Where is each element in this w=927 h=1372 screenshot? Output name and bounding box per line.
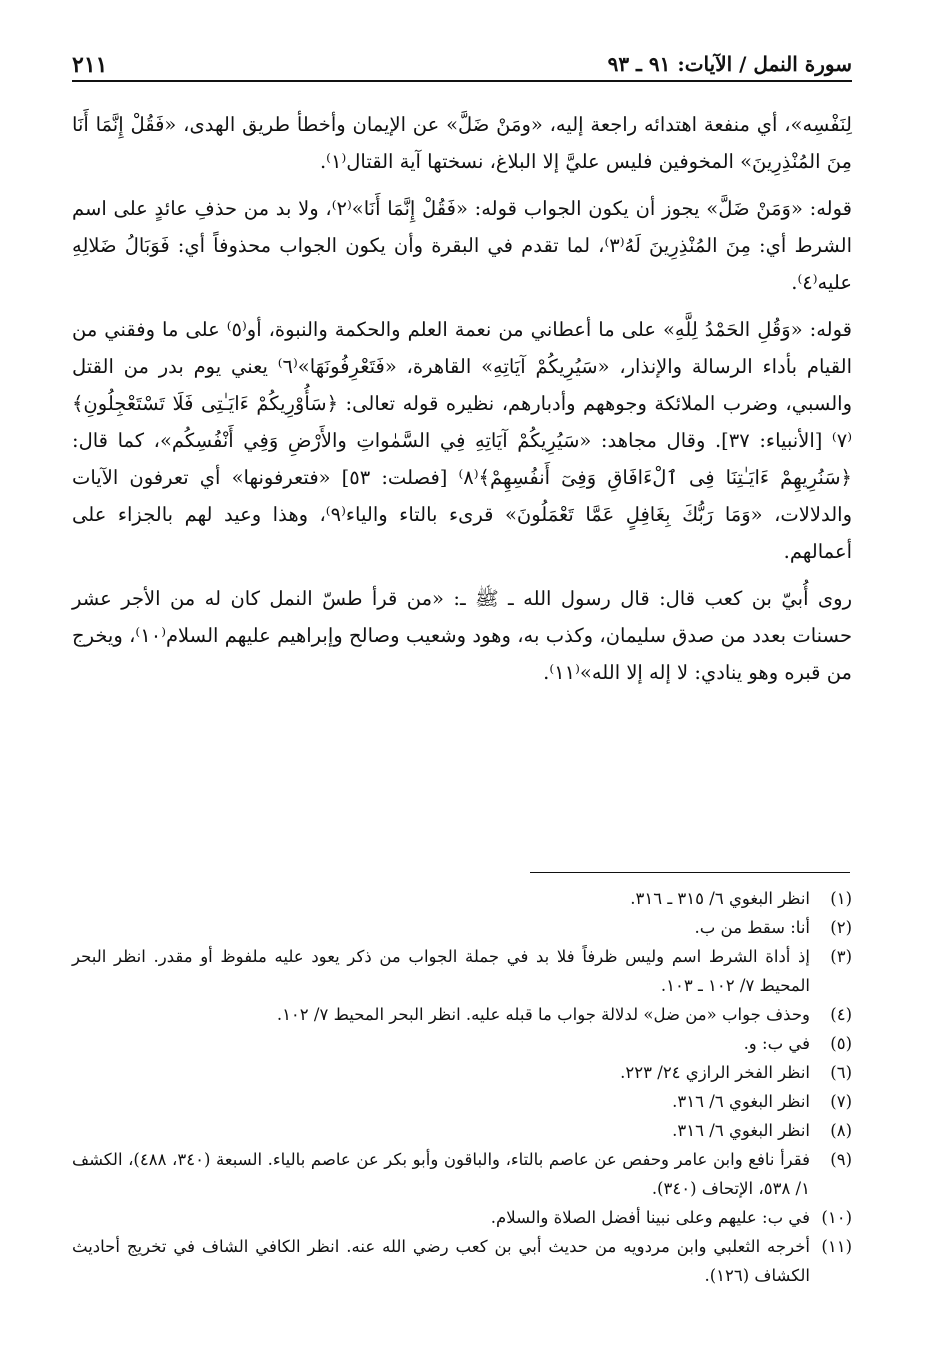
footnote: [72, 1058, 852, 1087]
footnote: [72, 1145, 852, 1203]
footnote: [72, 1116, 852, 1145]
footnote: [72, 913, 852, 942]
footnote-number: (٢): [830, 918, 852, 937]
footnote-text: انظر البغوي ٦/ ٣١٦.: [672, 1121, 810, 1140]
footnote-text: إذ أداة الشرط اسم وليس ظرفاً فلا بد في جملة الجواب من ذكر يعود عليه ملفوظ أو مقدر. انظر البحر المحيط ٧/ ١٠٢ ـ ١٠٣.: [72, 947, 810, 995]
footnote-number: (٥): [830, 1034, 852, 1053]
footnote-number: (١٠): [821, 1208, 852, 1227]
footnote-text: أنا: سقط من ب.: [694, 918, 810, 937]
footnote: [72, 1203, 852, 1232]
page-header: [72, 44, 852, 82]
footnote-text: في ب: عليهم وعلى نبينا أفضل الصلاة والسلام.: [490, 1208, 810, 1227]
footnote-number: (٧): [830, 1092, 852, 1111]
footnote-text: أخرجه الثعلبي وابن مردويه من حديث أبي بن كعب رضي الله عنه. انظر الكافي الشاف في تخريج أحاديث الكشاف (١٢٦).: [72, 1237, 810, 1285]
footnote-text: في ب: و.: [743, 1034, 810, 1053]
footnote-number: (١): [830, 889, 852, 908]
footnote: [72, 884, 852, 913]
main-text: [72, 106, 852, 701]
footnote-text: انظر البغوي ٦/ ٣١٦.: [672, 1092, 810, 1111]
running-title: سورة النمل / الآيات: ٩١ ـ ٩٣: [607, 52, 852, 76]
footnote-text: فقرأ نافع وابن عامر وحفص عن عاصم بالتاء، والباقون وأبو بكر عن عاصم بالياء. السبعة (٣٤٠، ٤٨٨)، الكشف ١/ ٥٣٨، الإتحاف (٣٤٠).: [72, 1150, 811, 1198]
footnotes: [72, 884, 852, 1290]
footnote: [72, 1087, 852, 1116]
paragraph: روى أُبيّ بن كعب قال: قال رسول الله ـ ﷺ ـ: «من قرأ طسّ النمل كان له من الأجر عشر حسنات بعدد من صدق سليمان، وكذب به، وهود وشعيب وصالح وإبراهيم عليهم السلام⁽١٠⁾، ويخرج من قبره وهو ينادي: لا إله إلا الله»⁽١١⁾.: [72, 587, 852, 684]
footnote-number: (٩): [830, 1150, 852, 1169]
footnote-number: (٨): [830, 1121, 852, 1140]
paragraph: لِنَفْسِه»، أي منفعة اهتدائه راجعة إليه، «ومَنْ ضَلَّ» عن الإيمان وأخطأ طريق الهدى، «فَقُلْ إِنَّمَا أَنَا مِنَ المُنْذِرِينَ» المخوفين فليس عليَّ إلا البلاغ، نسختها آية القتال⁽١⁾.: [72, 113, 852, 173]
footnote-number: (٤): [830, 1005, 852, 1024]
footnote: [72, 1000, 852, 1029]
paragraph: قوله: «وَقُلِ الحَمْدُ لِلَّهِ» على ما أعطاني من نعمة العلم والحكمة والنبوة، أو⁽٥⁾ على ما وفقني من القيام بأداء الرسالة والإنذار، «سَيُرِيكُمْ آيَاتِهِ» القاهرة، «فَتَعْرِفُونَهَا»⁽٦⁾ يعني يوم بدر من القتل والسبي، وضرب الملائكة وجوههم وأدبارهم، نظيره قوله تعالى: ﴿سَأُوْرِيكُمْ ءَايَـٰتِى فَلَا تَسْتَعْجِلُونِ﴾⁽٧⁾ [الأنبياء: ٣٧]. وقال مجاهد: «سَيُرِيكُمْ آيَاتِهِ فِي السَّمٰواتِ والأَرْضِ وَفِي أَنْفُسِكُم»، كما قال: ﴿سَنُرِيهِمْ ءَايَـٰتِنَا فِى ٱلْءَافَاقِ وَفِىٓ أَنفُسِهِمْ﴾⁽٨⁾ [فصلت: ٥٣] «فتعرفونها» أي تعرفون الآيات والدلالات، «وَمَا رَبُّكَ بِغَافِلٍ عَمَّا تَعْمَلُونَ» قرىء بالتاء والياء⁽٩⁾، وهذا وعيد لهم بالجزاء على أعمالهم.: [72, 318, 852, 563]
footnote-number: (٦): [830, 1063, 852, 1082]
page-number: ٢١١: [72, 52, 108, 78]
footnote: [72, 942, 852, 1000]
footnote-separator: [530, 872, 850, 873]
footnote-number: (٣): [830, 947, 852, 966]
footnote: [72, 1232, 852, 1290]
footnote-text: انظر البغوي ٦/ ٣١٥ ـ ٣١٦.: [630, 889, 810, 908]
footnote-number: (١١): [821, 1237, 852, 1256]
footnote: [72, 1029, 852, 1058]
paragraph: قوله: «وَمَنْ ضَلَّ» يجوز أن يكون الجواب قوله: «فَقُلْ إِنَّمَا أَنَا»⁽٢⁾، ولا بد من حذفِ عائدٍ على اسم الشرط أي: مِنَ المُنْذِرِينَ لَهُ⁽٣⁾، لما تقدم في البقرة وأن يكون الجواب محذوفاً أي: فَوَبَالُ ضَلالِهِ عليه⁽٤⁾.: [72, 197, 852, 294]
footnote-text: انظر الفخر الرازي ٢٤/ ٢٢٣.: [620, 1063, 810, 1082]
footnote-text: وحذف جواب «من ضل» لدلالة جواب ما قبله عليه. انظر البحر المحيط ٧/ ١٠٢.: [276, 1005, 810, 1024]
